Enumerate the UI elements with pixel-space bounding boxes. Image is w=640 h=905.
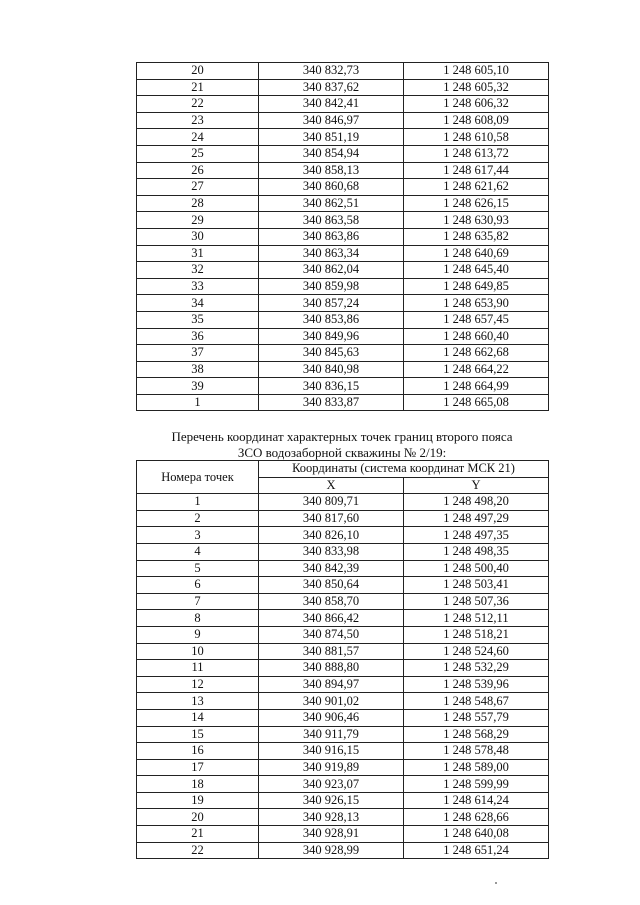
y-coordinate-cell: 1 248 498,20 — [404, 494, 549, 511]
x-coordinate-cell: 340 862,04 — [259, 262, 404, 279]
x-coordinate-cell: 340 928,13 — [259, 809, 404, 826]
x-coordinate-cell: 340 866,42 — [259, 610, 404, 627]
point-number-cell: 19 — [137, 792, 259, 809]
x-coordinate-cell: 340 854,94 — [259, 145, 404, 162]
y-coordinate-cell: 1 248 630,93 — [404, 212, 549, 229]
x-coordinate-cell: 340 916,15 — [259, 743, 404, 760]
point-number-cell: 5 — [137, 560, 259, 577]
x-coordinate-cell: 340 842,39 — [259, 560, 404, 577]
table-row — [137, 693, 549, 710]
table-row — [137, 328, 549, 345]
point-number-cell: 38 — [137, 361, 259, 378]
scan-speck — [495, 882, 497, 884]
x-coordinate-cell: 340 926,15 — [259, 792, 404, 809]
table-row — [137, 510, 549, 527]
y-coordinate-cell: 1 248 497,35 — [404, 527, 549, 544]
point-number-cell: 10 — [137, 643, 259, 660]
y-coordinate-cell: 1 248 628,66 — [404, 809, 549, 826]
x-coordinate-cell: 340 906,46 — [259, 709, 404, 726]
y-coordinate-cell: 1 248 605,10 — [404, 63, 549, 80]
table-row — [137, 643, 549, 660]
table-row — [137, 262, 549, 279]
point-number-cell: 33 — [137, 278, 259, 295]
header-row-top — [137, 461, 549, 478]
table-row — [137, 295, 549, 312]
point-number-cell: 37 — [137, 345, 259, 362]
y-coordinate-cell: 1 248 605,32 — [404, 79, 549, 96]
table-row — [137, 776, 549, 793]
y-coordinate-cell: 1 248 640,69 — [404, 245, 549, 262]
table-row — [137, 162, 549, 179]
table-row — [137, 63, 549, 80]
table-row — [137, 842, 549, 859]
second-zone-coordinates-table — [136, 460, 549, 859]
point-number-cell: 3 — [137, 527, 259, 544]
y-coordinate-cell: 1 248 617,44 — [404, 162, 549, 179]
table-row — [137, 311, 549, 328]
y-coordinate-cell: 1 248 568,29 — [404, 726, 549, 743]
x-coordinate-cell: 340 849,96 — [259, 328, 404, 345]
y-coordinate-cell: 1 248 626,15 — [404, 195, 549, 212]
header-x: X — [259, 477, 404, 494]
point-number-cell: 32 — [137, 262, 259, 279]
y-coordinate-cell: 1 248 606,32 — [404, 96, 549, 113]
point-number-cell: 13 — [137, 693, 259, 710]
x-coordinate-cell: 340 851,19 — [259, 129, 404, 146]
y-coordinate-cell: 1 248 613,72 — [404, 145, 549, 162]
point-number-cell: 21 — [137, 79, 259, 96]
table-row — [137, 195, 549, 212]
point-number-cell: 1 — [137, 394, 259, 411]
x-coordinate-cell: 340 857,24 — [259, 295, 404, 312]
point-number-cell: 36 — [137, 328, 259, 345]
x-coordinate-cell: 340 928,91 — [259, 826, 404, 843]
table-row — [137, 560, 549, 577]
x-coordinate-cell: 340 809,71 — [259, 494, 404, 511]
table-row — [137, 743, 549, 760]
table-row — [137, 361, 549, 378]
x-coordinate-cell: 340 850,64 — [259, 577, 404, 594]
point-number-cell: 21 — [137, 826, 259, 843]
x-coordinate-cell: 340 858,13 — [259, 162, 404, 179]
y-coordinate-cell: 1 248 548,67 — [404, 693, 549, 710]
table-row — [137, 278, 549, 295]
table-row — [137, 212, 549, 229]
x-coordinate-cell: 340 928,99 — [259, 842, 404, 859]
point-number-cell: 22 — [137, 842, 259, 859]
y-coordinate-cell: 1 248 664,22 — [404, 361, 549, 378]
point-number-cell: 30 — [137, 228, 259, 245]
y-coordinate-cell: 1 248 651,24 — [404, 842, 549, 859]
point-number-cell: 2 — [137, 510, 259, 527]
x-coordinate-cell: 340 881,57 — [259, 643, 404, 660]
second-zone-table-body — [137, 494, 549, 859]
point-number-cell: 27 — [137, 179, 259, 196]
table-row — [137, 179, 549, 196]
point-number-cell: 20 — [137, 63, 259, 80]
x-coordinate-cell: 340 832,73 — [259, 63, 404, 80]
y-coordinate-cell: 1 248 614,24 — [404, 792, 549, 809]
x-coordinate-cell: 340 923,07 — [259, 776, 404, 793]
point-number-cell: 16 — [137, 743, 259, 760]
y-coordinate-cell: 1 248 524,60 — [404, 643, 549, 660]
x-coordinate-cell: 340 837,62 — [259, 79, 404, 96]
y-coordinate-cell: 1 248 664,99 — [404, 378, 549, 395]
table-caption-line-1: Перечень координат характерных точек границ второго пояса — [171, 429, 513, 444]
x-coordinate-cell: 340 860,68 — [259, 179, 404, 196]
table-row — [137, 129, 549, 146]
point-number-cell: 31 — [137, 245, 259, 262]
point-number-cell: 26 — [137, 162, 259, 179]
y-coordinate-cell: 1 248 657,45 — [404, 311, 549, 328]
x-coordinate-cell: 340 845,63 — [259, 345, 404, 362]
x-coordinate-cell: 340 888,80 — [259, 660, 404, 677]
header-y: Y — [404, 477, 549, 494]
y-coordinate-cell: 1 248 610,58 — [404, 129, 549, 146]
coordinates-table-continued — [136, 62, 549, 411]
x-coordinate-cell: 340 919,89 — [259, 759, 404, 776]
y-coordinate-cell: 1 248 512,11 — [404, 610, 549, 627]
point-number-cell: 6 — [137, 577, 259, 594]
y-coordinate-cell: 1 248 645,40 — [404, 262, 549, 279]
y-coordinate-cell: 1 248 503,41 — [404, 577, 549, 594]
x-coordinate-cell: 340 901,02 — [259, 693, 404, 710]
x-coordinate-cell: 340 853,86 — [259, 311, 404, 328]
y-coordinate-cell: 1 248 640,08 — [404, 826, 549, 843]
y-coordinate-cell: 1 248 532,29 — [404, 660, 549, 677]
point-number-cell: 15 — [137, 726, 259, 743]
second-zone-table-header — [137, 461, 549, 494]
table-row — [137, 79, 549, 96]
y-coordinate-cell: 1 248 649,85 — [404, 278, 549, 295]
y-coordinate-cell: 1 248 539,96 — [404, 676, 549, 693]
table-row — [137, 660, 549, 677]
point-number-cell: 9 — [137, 626, 259, 643]
table-row — [137, 826, 549, 843]
table-caption — [136, 429, 548, 461]
table-row — [137, 577, 549, 594]
table-row — [137, 245, 549, 262]
x-coordinate-cell: 340 846,97 — [259, 112, 404, 129]
table-row — [137, 543, 549, 560]
point-number-cell: 35 — [137, 311, 259, 328]
point-number-cell: 24 — [137, 129, 259, 146]
point-number-cell: 29 — [137, 212, 259, 229]
header-coordinates: Координаты (система координат МСК 21) — [259, 461, 549, 478]
table-row — [137, 145, 549, 162]
x-coordinate-cell: 340 833,98 — [259, 543, 404, 560]
table-row — [137, 709, 549, 726]
y-coordinate-cell: 1 248 621,62 — [404, 179, 549, 196]
table-row — [137, 527, 549, 544]
table-row — [137, 112, 549, 129]
y-coordinate-cell: 1 248 497,29 — [404, 510, 549, 527]
x-coordinate-cell: 340 817,60 — [259, 510, 404, 527]
point-number-cell: 23 — [137, 112, 259, 129]
y-coordinate-cell: 1 248 599,99 — [404, 776, 549, 793]
x-coordinate-cell: 340 863,86 — [259, 228, 404, 245]
y-coordinate-cell: 1 248 557,79 — [404, 709, 549, 726]
x-coordinate-cell: 340 826,10 — [259, 527, 404, 544]
table-row — [137, 228, 549, 245]
x-coordinate-cell: 340 859,98 — [259, 278, 404, 295]
y-coordinate-cell: 1 248 635,82 — [404, 228, 549, 245]
x-coordinate-cell: 340 836,15 — [259, 378, 404, 395]
table-row — [137, 593, 549, 610]
table-row — [137, 792, 549, 809]
point-number-cell: 1 — [137, 494, 259, 511]
point-number-cell: 8 — [137, 610, 259, 627]
table-row — [137, 626, 549, 643]
point-number-cell: 7 — [137, 593, 259, 610]
header-point-numbers: Номера точек — [137, 461, 259, 494]
x-coordinate-cell: 340 863,34 — [259, 245, 404, 262]
point-number-cell: 28 — [137, 195, 259, 212]
table-row — [137, 378, 549, 395]
y-coordinate-cell: 1 248 665,08 — [404, 394, 549, 411]
x-coordinate-cell: 340 833,87 — [259, 394, 404, 411]
x-coordinate-cell: 340 862,51 — [259, 195, 404, 212]
table-row — [137, 96, 549, 113]
table-row — [137, 676, 549, 693]
y-coordinate-cell: 1 248 589,00 — [404, 759, 549, 776]
table-row — [137, 394, 549, 411]
table-row — [137, 809, 549, 826]
point-number-cell: 11 — [137, 660, 259, 677]
y-coordinate-cell: 1 248 518,21 — [404, 626, 549, 643]
y-coordinate-cell: 1 248 500,40 — [404, 560, 549, 577]
x-coordinate-cell: 340 863,58 — [259, 212, 404, 229]
table-row — [137, 494, 549, 511]
point-number-cell: 4 — [137, 543, 259, 560]
y-coordinate-cell: 1 248 578,48 — [404, 743, 549, 760]
y-coordinate-cell: 1 248 608,09 — [404, 112, 549, 129]
table-caption-line-2: ЗСО водозаборной скважины № 2/19: — [237, 445, 447, 460]
x-coordinate-cell: 340 842,41 — [259, 96, 404, 113]
table-row — [137, 726, 549, 743]
x-coordinate-cell: 340 894,97 — [259, 676, 404, 693]
point-number-cell: 14 — [137, 709, 259, 726]
point-number-cell: 20 — [137, 809, 259, 826]
x-coordinate-cell: 340 858,70 — [259, 593, 404, 610]
x-coordinate-cell: 340 840,98 — [259, 361, 404, 378]
y-coordinate-cell: 1 248 660,40 — [404, 328, 549, 345]
point-number-cell: 34 — [137, 295, 259, 312]
y-coordinate-cell: 1 248 653,90 — [404, 295, 549, 312]
y-coordinate-cell: 1 248 507,36 — [404, 593, 549, 610]
point-number-cell: 12 — [137, 676, 259, 693]
table-row — [137, 345, 549, 362]
point-number-cell: 17 — [137, 759, 259, 776]
x-coordinate-cell: 340 911,79 — [259, 726, 404, 743]
coordinates-table-continued-body — [137, 63, 549, 411]
y-coordinate-cell: 1 248 498,35 — [404, 543, 549, 560]
point-number-cell: 18 — [137, 776, 259, 793]
point-number-cell: 25 — [137, 145, 259, 162]
x-coordinate-cell: 340 874,50 — [259, 626, 404, 643]
y-coordinate-cell: 1 248 662,68 — [404, 345, 549, 362]
table-row — [137, 759, 549, 776]
point-number-cell: 22 — [137, 96, 259, 113]
table-row — [137, 610, 549, 627]
point-number-cell: 39 — [137, 378, 259, 395]
